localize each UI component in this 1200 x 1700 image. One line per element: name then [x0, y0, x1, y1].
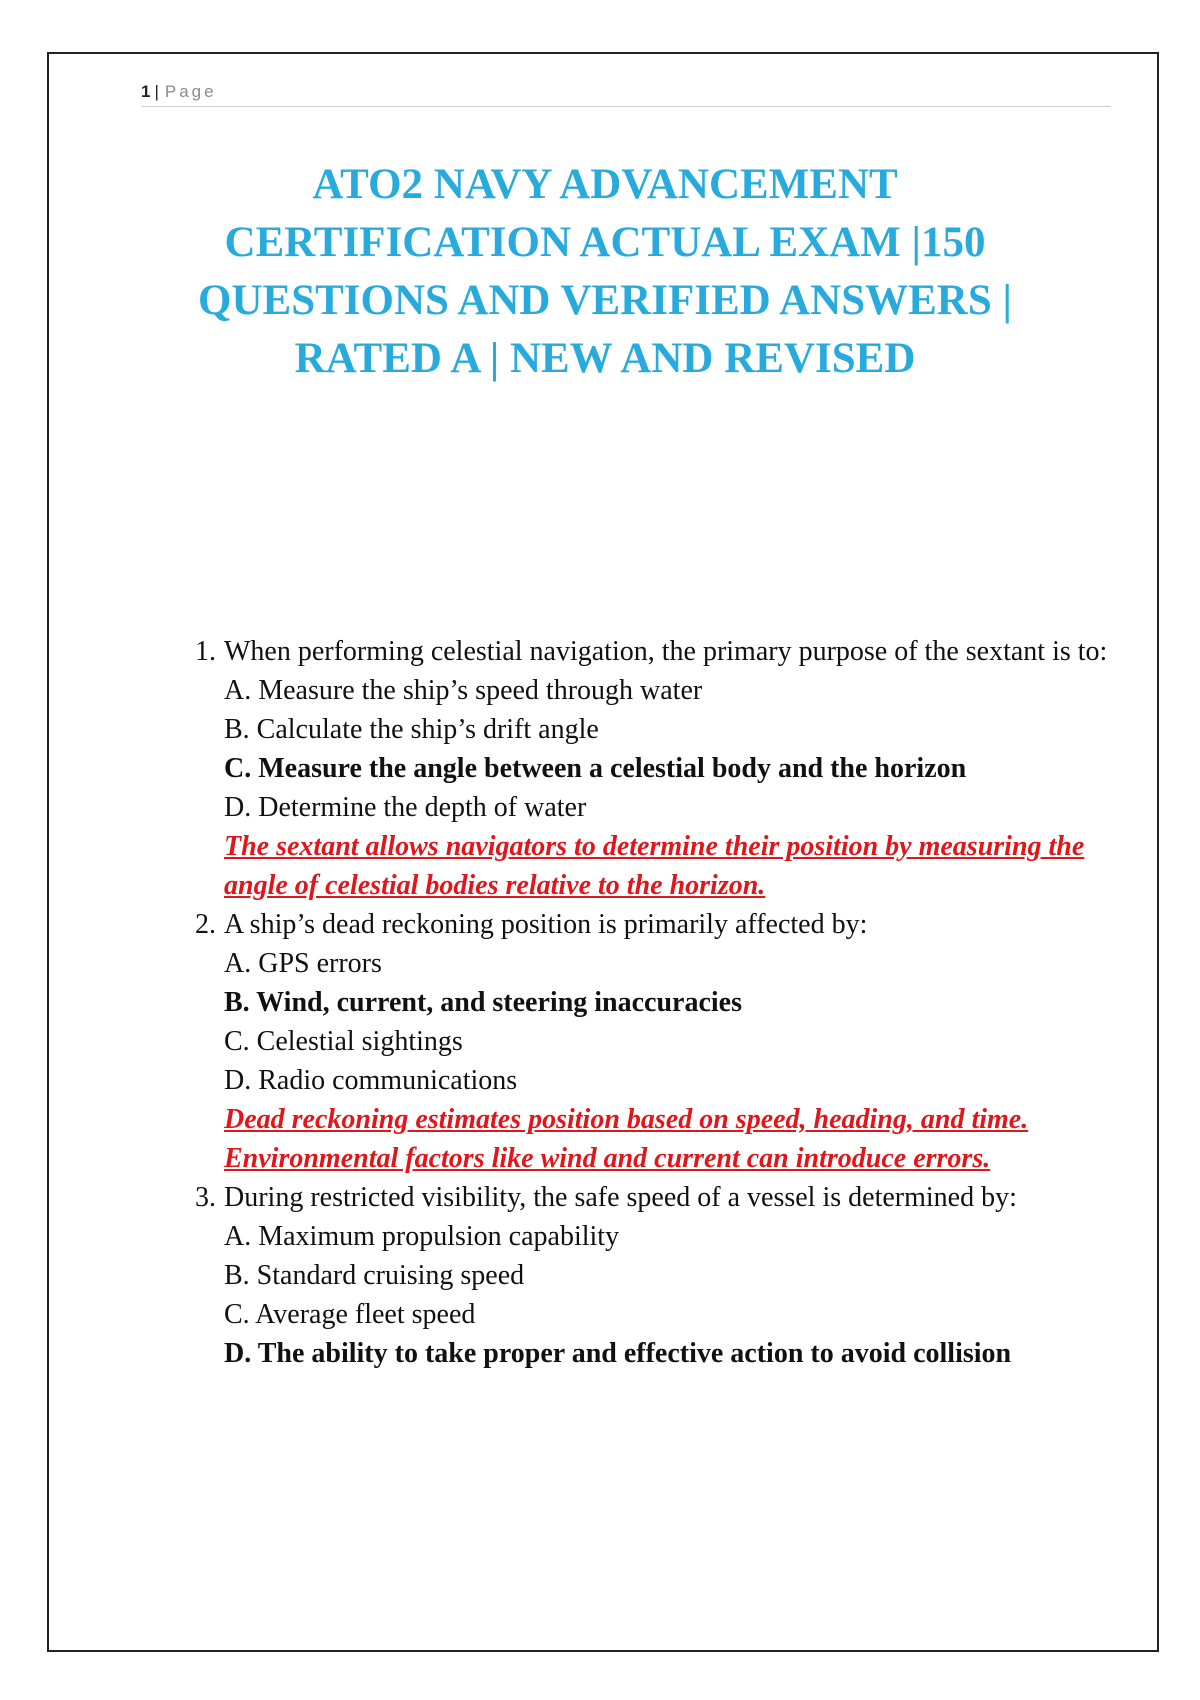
title-line: CERTIFICATION ACTUAL EXAM |150	[224, 219, 986, 266]
question-body	[224, 905, 1114, 1178]
question-text: During restricted visibility, the safe speed of a vessel is determined by:	[224, 1182, 1017, 1213]
title-line: ATO2 NAVY ADVANCEMENT	[312, 161, 898, 208]
correct-answer-option: B. Wind, current, and steering inaccuracies	[224, 987, 742, 1018]
question-text: A ship’s dead reckoning position is primarily affected by:	[224, 909, 868, 940]
answer-option: A. GPS errors	[224, 948, 382, 979]
answer-option: A. Measure the ship’s speed through water	[224, 675, 703, 706]
question-text: When performing celestial navigation, the primary purpose of the sextant is to:	[224, 636, 1108, 667]
title-line: RATED A | NEW AND REVISED	[294, 335, 916, 382]
document-page	[47, 52, 1159, 1652]
question-body	[224, 1178, 1114, 1373]
correct-answer-option: D. The ability to take proper and effective action to avoid collision	[224, 1338, 1012, 1369]
answer-option: D. Radio communications	[224, 1065, 518, 1096]
question-number: 3.	[195, 1182, 216, 1213]
question-item	[174, 1178, 1114, 1373]
question-number: 2.	[195, 909, 216, 940]
answer-option: A. Maximum propulsion capability	[224, 1221, 620, 1252]
answer-explanation: Dead reckoning estimates position based on speed, heading, and time. Environmental factors like wind and current can introduce errors.	[224, 1104, 1029, 1174]
correct-answer-option: C. Measure the angle between a celestial body and the horizon	[224, 753, 967, 784]
title-line: QUESTIONS AND VERIFIED ANSWERS |	[198, 277, 1012, 324]
page-number: 1	[141, 82, 151, 101]
question-body	[224, 632, 1114, 905]
answer-explanation: The sextant allows navigators to determine their position by measuring the angle of celestial bodies relative to the horizon.	[224, 831, 1085, 901]
answer-option: C. Celestial sightings	[224, 1026, 463, 1057]
answer-option: B. Standard cruising speed	[224, 1260, 525, 1291]
page-label: Page	[164, 82, 217, 101]
answer-option: C. Average fleet speed	[224, 1299, 476, 1330]
answer-option: D. Determine the depth of water	[224, 792, 587, 823]
answer-option: B. Calculate the ship’s drift angle	[224, 714, 599, 745]
question-number: 1.	[195, 636, 216, 667]
question-item	[174, 632, 1114, 905]
header-separator: |	[154, 82, 159, 101]
document-title	[49, 156, 1161, 388]
question-item	[174, 905, 1114, 1178]
question-list	[174, 632, 1114, 1373]
page-header	[141, 82, 1111, 107]
